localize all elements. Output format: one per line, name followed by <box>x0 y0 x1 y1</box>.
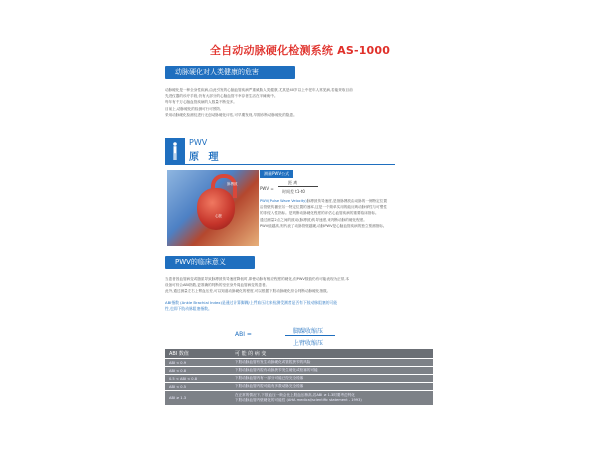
heart-shape <box>197 188 235 230</box>
abi-denominator: 上臂收缩压 <box>293 340 324 347</box>
abi-numerator: 脚踝收缩压 <box>293 328 324 335</box>
brochure-page <box>165 40 435 440</box>
formula-numerator: 距 离 <box>288 180 298 185</box>
pwv-heading <box>165 138 435 164</box>
abi-bar <box>285 335 335 336</box>
pwv-text: 脉搏波传导速度,是指脉搏波由动脉的一侧特定位置 沿管壁传播至另一特定位置的速率,这是一个简单实用的能反映动脉弹性与可塑性 的非侵入性指标。是判断动脉硬化程度的评估心血管疾病的重要临床指标。 通过测量2点之间的波动(脉搏波)传导速度,来判断动脉的硬化程度。 PWV值越高,则代表了动脉管壁越硬,动脉PWV是心脑血管疾病的独立预测指标。 <box>260 199 387 228</box>
image-tag-heart: 心脏 <box>215 214 222 218</box>
page-title: 全自动动脉硬化检测系统 AS-1000 <box>209 44 391 57</box>
table-cell: 在正常的情况下,下肢血压一般会比上肢血压稍高,若ABI ≥ 1.3时要考虑钙化 下肢动脉血管内壁硬化的可能性 (AHA medical/scientific statement - 1993) <box>231 391 433 406</box>
table-cell: ABI < 0.9 <box>165 359 231 367</box>
table-header: ABI 数值 <box>165 349 231 359</box>
pwv-paragraph <box>260 198 432 229</box>
table-cell: 下肢动脉血管内有一部分可能已经完全栓塞 <box>231 375 433 383</box>
table-cell: ABI < 0.5 <box>165 383 231 391</box>
heading-underline <box>165 164 395 165</box>
image-tag-pulse: 脉搏波 <box>227 182 238 186</box>
table-row <box>165 359 433 367</box>
section-banner-clinical: PWV的临床意义 <box>165 256 255 269</box>
table-cell: ABI < 0.8 <box>165 367 231 375</box>
formula-lhs: PWV = <box>260 186 274 191</box>
table-cell: 下肢动脉血管有发生动脉硬化或管腔狭窄的风险 <box>231 359 433 367</box>
table-row <box>165 391 433 406</box>
pwv-term: PWV(Pulse Wave Velocity) <box>260 199 307 203</box>
formula-bar <box>278 186 318 187</box>
health-paragraph: 动脉硬化是一种全身性疾病,由此引发的心脑血管疾病严重威胁人类健康,尤其是40岁以上中老年人常见病,若能采取目前 先进仪器的诊疗手段,仍有大部分的心脑血管不幸存者生活在半瘫痪中。 每年有千万心脑血管疾病的人数量不断变多。 目前上,动脉硬化的检测可行可预防, 采用动脉硬化检测仪进行无创动脉硬化评估,可早期发现,早期诊断动脉硬化的隐患。 <box>165 88 353 117</box>
heart-illustration <box>167 170 259 246</box>
formula-denominator: 时间差 t1-t0 <box>282 189 305 194</box>
clinical-paragraph: 当患者因血管病变或脂质导致脉搏波传导速度降低时,即使动脉有相应程度的硬化,但PWV数值仍有可能表现为正常,本 设备可综合ABI指数,更准确的判断的至至身外周血管病变的患者。 此外,通过测量左右上臂血压差,可以知道动脉硬化的程度,可以根据下肢动脉硬化综合判断动脉硬化指数。 <box>165 277 350 294</box>
formula-tag: 测量PWV公式 <box>260 170 293 178</box>
pwv-principle-label: 原 理 <box>189 152 222 163</box>
table-cell: 下肢动脉血管内腔可能有多数动脉完全栓塞 <box>231 383 433 391</box>
section-banner-health: 动脉硬化对人类健康的危害 <box>165 66 295 79</box>
table-cell: ABI ≥ 1.3 <box>165 391 231 406</box>
table-row <box>165 367 433 375</box>
table-cell: 0.5 < ABI < 0.8 <box>165 375 231 383</box>
table-row <box>165 375 433 383</box>
abi-lhs: ABI = <box>235 331 252 338</box>
table-header-row <box>165 349 433 359</box>
table-cell: 下肢动脉血管内腔有动脉狭窄发生硬化或栓塞的可能 <box>231 367 433 375</box>
pwv-label: PWV <box>189 138 208 147</box>
abi-definition: ABI指数 (Ankle Brachial Index)是通过计算脚踝/上臂血压比来检测受测者是否有下肢动脉阻塞的可能 性,也即下肢动脉阻塞指数。 <box>165 300 338 312</box>
table-row <box>165 383 433 391</box>
person-icon <box>165 138 185 164</box>
table-header: 可 能 的 病 变 <box>231 349 433 359</box>
abi-table <box>165 349 433 405</box>
abi-formula <box>235 326 385 350</box>
